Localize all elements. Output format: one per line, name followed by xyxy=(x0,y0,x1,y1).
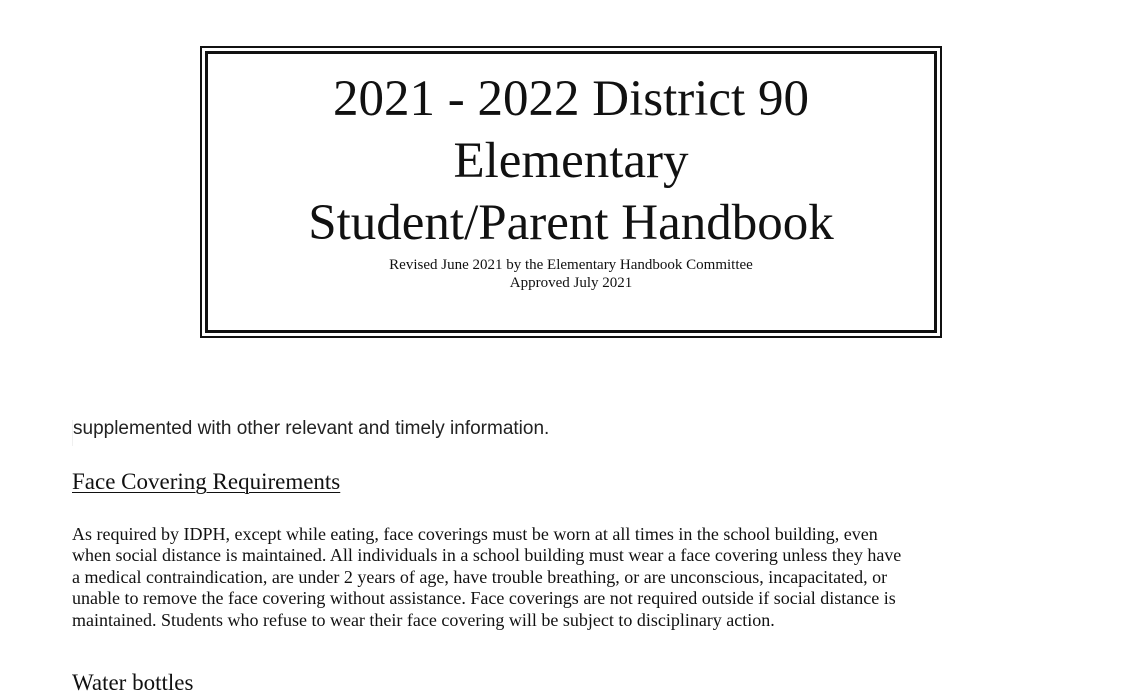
revision-note: Revised June 2021 by the Elementary Handbook Committee xyxy=(389,257,753,273)
title-line-3: Student/Parent Handbook xyxy=(308,195,834,251)
paragraph-line: maintained. Students who refuse to wear their face covering will be subject to disciplinary action. xyxy=(72,609,775,630)
section-body-paragraph xyxy=(72,524,1082,631)
fragment-text: supplemented with other relevant and timely information. xyxy=(73,418,550,439)
paragraph-line: unable to remove the face covering without assistance. Face coverings are not required outside if social distance is xyxy=(72,588,896,609)
title-box xyxy=(200,46,942,338)
title-line-2: Elementary xyxy=(453,133,689,189)
section-heading-face-covering: Face Covering Requirements xyxy=(72,469,341,494)
approval-note: Approved July 2021 xyxy=(509,275,633,291)
title-line-1: 2021 - 2022 District 90 xyxy=(333,71,809,127)
next-heading-text: Water bottles xyxy=(72,670,194,695)
next-section-heading-cropped xyxy=(72,669,372,695)
paragraph-line: when social distance is maintained. All individuals in a school building must wear a face covering unless they have xyxy=(72,545,902,566)
title-box-inner-border xyxy=(205,51,937,333)
paragraph-line: As required by IDPH, except while eating, face coverings must be worn at all times in the school building, even xyxy=(72,524,878,544)
cropped-text-fragment xyxy=(72,420,593,446)
paragraph-line: a medical contraindication, are under 2 years of age, have trouble breathing, or are unconscious, incapacitated, or xyxy=(72,566,888,587)
